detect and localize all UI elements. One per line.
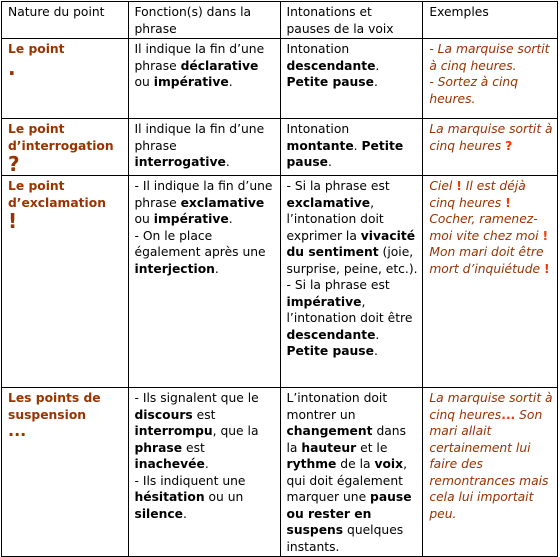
text-run: . (375, 327, 380, 342)
intonation-cell (281, 176, 424, 388)
text-run: ou (134, 75, 154, 89)
punctuation-mark: ! (456, 179, 462, 193)
text-run: Intonation (286, 42, 350, 56)
rich-text (135, 41, 276, 91)
text-run: . (353, 138, 362, 153)
text-run: - On le place également après une (134, 228, 266, 259)
table-row (2, 388, 557, 556)
rich-text (135, 121, 276, 171)
punctuation-name: Le point d’exclamation (8, 179, 106, 210)
text-run: . (225, 155, 230, 169)
example-text: - Sortez à cinq heures. (429, 75, 519, 106)
punctuation-symbol: ! (8, 209, 18, 233)
text-run: Son mari allait certainement lui faire des remontrances mais cela lui importait peu. (429, 407, 549, 521)
text-run: Il indique la fin d’une phrase (134, 122, 265, 153)
bold-term: Petite pause (286, 344, 374, 358)
bold-term: vivacité du sentiment (286, 228, 416, 259)
text-run: - Ils indiquent une (134, 473, 246, 488)
punctuation-symbol: ... (8, 421, 27, 440)
bold-term: descendante (286, 327, 376, 342)
bold-term: silence (134, 506, 183, 521)
nature-cell (2, 388, 129, 556)
intonation-cell (281, 388, 424, 556)
text-run: La marquise sortit à cinq heures (429, 391, 553, 422)
bold-term: interrogative (134, 155, 226, 169)
text-run: , l’intonation doit être (286, 294, 413, 325)
text-run: , que la (212, 424, 259, 438)
text-run: . (373, 75, 378, 89)
bold-term: voix (374, 457, 404, 471)
punctuation-mark: ... (501, 407, 516, 422)
text-run: L’intonation doit montrer un (286, 391, 388, 422)
text-run: ou un (204, 490, 244, 504)
table-row (2, 176, 557, 388)
punctuation-name: Les points de suspension (8, 391, 101, 422)
text-run: Ciel (429, 179, 457, 193)
punctuation-symbol: ? (8, 152, 20, 176)
text-run: . (375, 58, 380, 73)
punctuation-mark: ? (505, 138, 513, 153)
header-exemples: Exemples (423, 2, 557, 39)
text-run: Intonation (286, 122, 350, 136)
header-row (2, 2, 557, 39)
bold-term: impérative (153, 75, 229, 89)
bold-term: impérative (153, 212, 229, 226)
bold-term: descendante (286, 58, 376, 73)
text-run: , l’intonation doit exprimer la (286, 195, 384, 243)
table-row (2, 39, 557, 119)
punctuation-table (1, 1, 558, 557)
text-run: . (228, 75, 233, 89)
bold-term: rythme (286, 457, 337, 471)
example-cell (423, 388, 557, 556)
text-run: Il indique la fin d’une phrase (134, 42, 265, 73)
example-text (429, 121, 553, 154)
bold-term: Petite pause (286, 138, 404, 169)
text-run: (joie, surprise, peine, etc.). (286, 245, 418, 276)
rich-text (287, 178, 419, 277)
text-run: - Si la phrase est (286, 179, 390, 193)
bold-term: discours (134, 407, 193, 422)
text-run: . (182, 506, 187, 521)
text-run: . (228, 212, 233, 226)
punctuation-mark: ! (542, 228, 549, 243)
example-text: - La marquise sortit à cinq heures. (429, 42, 550, 73)
text-run: est (182, 440, 205, 455)
rich-text (287, 277, 419, 360)
text-run: . (373, 344, 378, 358)
text-run: Cocher, ramenez-moi vite chez moi (429, 212, 543, 243)
intonation-cell (281, 39, 424, 119)
text-run: Mon mari doit être mort d’inquiétude (429, 245, 545, 276)
example-cell (423, 39, 557, 119)
bold-term: exclamative (180, 195, 265, 210)
nature-cell (2, 119, 129, 176)
function-cell (129, 39, 281, 119)
function-cell (129, 176, 281, 388)
text-run: ou (134, 212, 154, 226)
bold-term: montante (286, 138, 354, 153)
table-row (2, 119, 557, 176)
bold-term: phrase (134, 440, 183, 455)
text-run: La marquise sortit à cinq heures (429, 122, 553, 153)
text-run: quelques instants. (286, 523, 404, 554)
function-cell (129, 119, 281, 176)
text-run: - Ils signalent que le (134, 391, 259, 405)
bold-term: changement (286, 424, 373, 438)
rich-text (135, 228, 276, 278)
punctuation-mark: ! (544, 261, 550, 276)
example-text (429, 390, 553, 522)
text-run: et le (356, 440, 388, 455)
text-run: de la (336, 457, 375, 471)
nature-cell (2, 39, 129, 119)
bold-term: exclamative (286, 195, 371, 210)
text-run: dans la (286, 424, 406, 455)
bold-term: pause ou rester en suspens (286, 490, 412, 537)
rich-text (135, 178, 276, 228)
text-run: - Si la phrase est (286, 278, 390, 292)
text-run: - Il indique la fin d’une phrase (134, 179, 273, 210)
bold-term: inachevée (134, 457, 205, 471)
bold-term: impérative (286, 294, 362, 309)
punctuation-name: Le point d’interrogation (8, 122, 114, 153)
header-fonction: Fonction(s) dans la phrase (129, 2, 281, 39)
rich-text (135, 473, 276, 523)
header-nature: Nature du point (2, 2, 129, 39)
example-cell (423, 176, 557, 388)
example-text (429, 178, 553, 277)
text-run: . (204, 457, 209, 471)
text-run: Il est déjà cinq heures (429, 179, 526, 210)
text-run: est (192, 407, 216, 422)
text-run: , qui doit également marquer une (286, 457, 407, 504)
bold-term: hésitation (134, 490, 205, 504)
text-run: . (328, 155, 332, 169)
example-cell (423, 119, 557, 176)
header-intonation: Intonations et pauses de la voix (281, 2, 424, 39)
rich-text (135, 390, 276, 473)
text-run: . (214, 261, 219, 276)
punctuation-mark: ! (505, 195, 511, 210)
bold-term: interjection (134, 261, 215, 276)
function-cell (129, 388, 281, 556)
bold-term: hauteur (301, 440, 357, 455)
bold-term: interrompu (134, 424, 213, 438)
intonation-cell (281, 119, 424, 176)
bold-term: Petite pause (286, 75, 374, 89)
rich-text (287, 390, 419, 555)
nature-cell (2, 176, 129, 388)
bold-term: déclarative (180, 58, 259, 73)
rich-text (287, 41, 419, 91)
punctuation-symbol: . (8, 55, 16, 80)
punctuation-name: Le point (8, 42, 65, 56)
rich-text (287, 121, 419, 171)
